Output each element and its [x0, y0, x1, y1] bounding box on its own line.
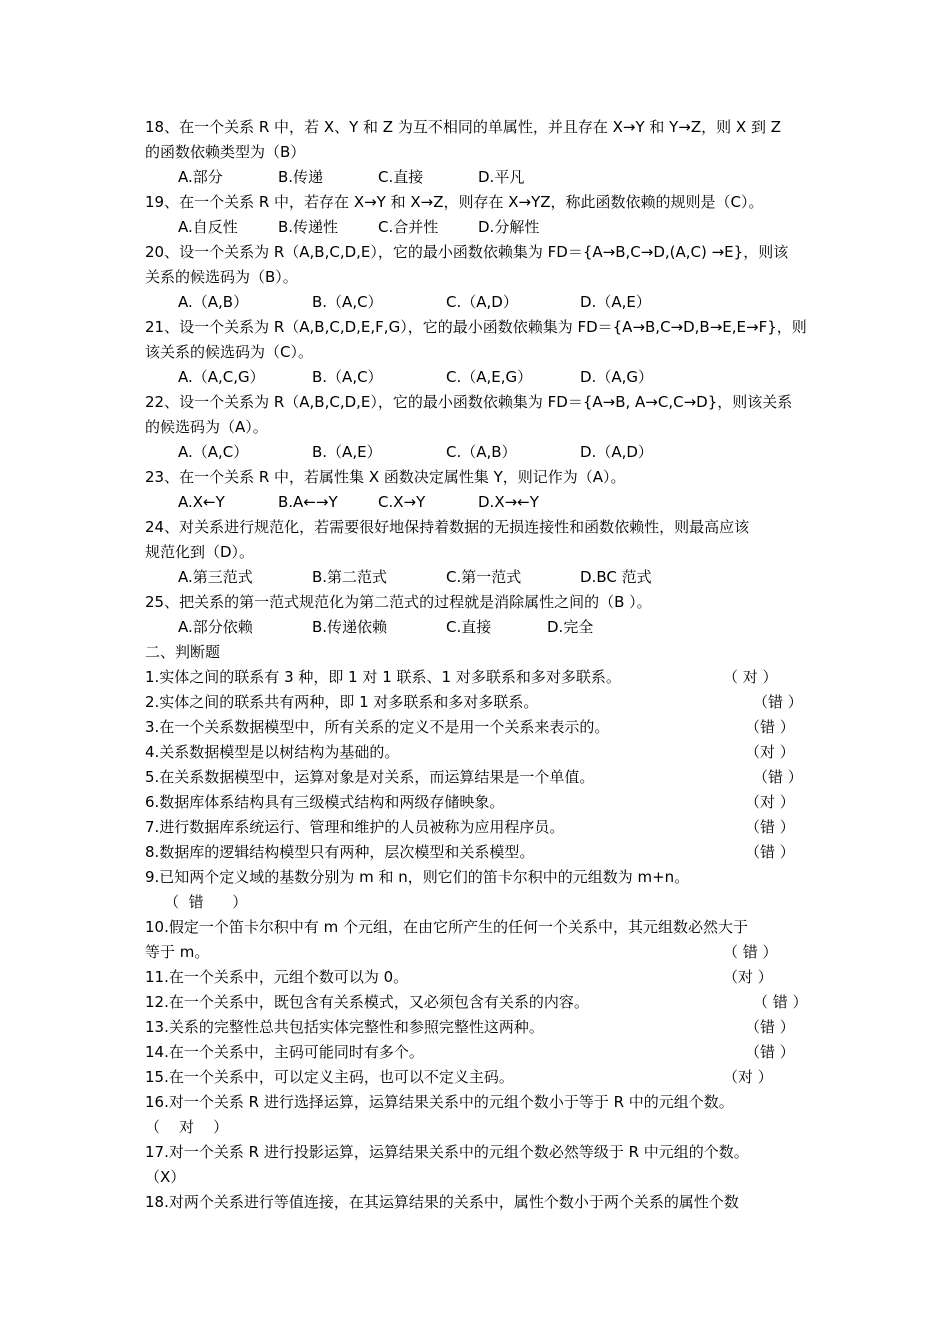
- judge-item-4: [145, 740, 810, 765]
- option-b: B.A←→Y: [278, 493, 338, 511]
- option-c: C.第一范式: [446, 568, 522, 586]
- option-d: D.（A,G）: [580, 368, 653, 386]
- multiple-choice-section: [145, 115, 810, 640]
- judge-answer: （错 ）: [753, 693, 803, 711]
- option-c: C.合并性: [378, 218, 439, 236]
- judge-item-9: [145, 865, 810, 915]
- judge-item-14: [145, 1040, 810, 1065]
- question-20: [145, 240, 810, 315]
- judge-text: 9.已知两个定义域的基数分别为 m 和 n，则它们的笛卡尔积中的元组数为 m+n。: [145, 868, 690, 886]
- option-a: A.（A,B）: [178, 293, 249, 311]
- judge-text: 7.进行数据库系统运行、管理和维护的人员被称为应用程序员。: [145, 818, 565, 836]
- judge-item-10: [145, 915, 810, 965]
- option-b: B.传递依赖: [312, 618, 388, 636]
- option-d: D.（A,E）: [580, 293, 651, 311]
- option-b: B.（A,E）: [312, 443, 382, 461]
- judge-answer: （ 错 ）: [145, 893, 248, 911]
- option-row: [145, 215, 810, 240]
- judge-text: 16.对一个关系 R 进行选择运算，运算结果关系中的元组个数小于等于 R 中的元组个数。: [145, 1093, 734, 1111]
- option-c: C.（A,E,G）: [446, 368, 533, 386]
- judge-text: 10.假定一个笛卡尔积中有 m 个元组，在由它所产生的任何一个关系中，其元组数必然大于: [145, 918, 749, 936]
- judge-answer: （ 对 ）: [723, 668, 778, 686]
- option-row: [145, 165, 810, 190]
- option-c: C.（A,D）: [446, 293, 518, 311]
- judge-answer: （X）: [145, 1168, 186, 1186]
- judge-text: 6.数据库体系结构具有三级模式结构和两级存储映象。: [145, 793, 505, 811]
- question-text: 20、设一个关系为 R（A,B,C,D,E），它的最小函数依赖集为 FD＝{A→B,C→D,(A,C) →E}，则该: [145, 243, 789, 261]
- option-d: D.X→←Y: [478, 493, 539, 511]
- question-22: [145, 390, 810, 465]
- judge-item-13: [145, 1015, 810, 1040]
- judge-item-7: [145, 815, 810, 840]
- judge-answer: （错 ）: [745, 843, 795, 861]
- question-21: [145, 315, 810, 390]
- judge-answer: （错 ）: [745, 1043, 795, 1061]
- question-text: 23、在一个关系 R 中，若属性集 X 函数决定属性集 Y，则记作为（A）。: [145, 468, 626, 486]
- question-text: 25、把关系的第一范式规范化为第二范式的过程就是消除属性之间的（B ）。: [145, 593, 652, 611]
- option-a: A.（A,C）: [178, 443, 249, 461]
- question-25: [145, 590, 810, 640]
- option-a: A.X←Y: [178, 493, 225, 511]
- judge-answer: （对 ）: [723, 1068, 773, 1086]
- judge-item-12: [145, 990, 810, 1015]
- judge-text: 等于 m。: [145, 943, 210, 961]
- document-body: [145, 115, 810, 1215]
- question-24: [145, 515, 810, 590]
- judge-item-3: [145, 715, 810, 740]
- judge-section: [145, 665, 810, 1215]
- question-text: 该关系的候选码为（C）。: [145, 343, 313, 361]
- judge-line: [145, 940, 810, 965]
- option-c: C.直接: [446, 618, 492, 636]
- section-title: 二、判断题: [145, 643, 221, 661]
- judge-answer: （错 ）: [745, 1018, 795, 1036]
- judge-item-17: [145, 1140, 810, 1190]
- judge-text: 15.在一个关系中，可以定义主码，也可以不定义主码。: [145, 1068, 514, 1086]
- judge-text: 14.在一个关系中，主码可能同时有多个。: [145, 1043, 424, 1061]
- option-b: B.传递性: [278, 218, 339, 236]
- option-row: [145, 615, 810, 640]
- question-text: 的候选码为（A）。: [145, 418, 268, 436]
- option-d: D.平凡: [478, 168, 525, 186]
- option-b: B.（A,C）: [312, 293, 383, 311]
- judge-text: 13.关系的完整性总共包括实体完整性和参照完整性这两种。: [145, 1018, 544, 1036]
- question-23: [145, 465, 810, 515]
- question-text: 规范化到（D）。: [145, 543, 255, 561]
- option-d: D.（A,D）: [580, 443, 653, 461]
- question-19: [145, 190, 810, 240]
- option-row: [145, 365, 810, 390]
- judge-answer: （对 ）: [723, 968, 773, 986]
- option-row: [145, 490, 810, 515]
- option-a: A.（A,C,G）: [178, 368, 265, 386]
- option-row: [145, 565, 810, 590]
- option-a: A.部分: [178, 168, 223, 186]
- judge-text: 8.数据库的逻辑结构模型只有两种，层次模型和关系模型。: [145, 843, 535, 861]
- judge-answer: （对 ）: [745, 743, 795, 761]
- judge-text: 5.在关系数据模型中，运算对象是对关系，而运算结果是一个单值。: [145, 768, 595, 786]
- option-d: D.完全: [547, 618, 594, 636]
- judge-answer: （ 错 ）: [723, 943, 778, 961]
- judge-text: 1.实体之间的联系有 3 种，即 1 对 1 联系、1 对多联系和多对多联系。: [145, 668, 621, 686]
- judge-text: 17.对一个关系 R 进行投影运算，运算结果关系中的元组个数必然等级于 R 中元组的个数。: [145, 1143, 749, 1161]
- option-c: C.X→Y: [378, 493, 426, 511]
- judge-answer: （错 ）: [745, 818, 795, 836]
- question-text: 21、设一个关系为 R（A,B,C,D,E,F,G），它的最小函数依赖集为 FD＝{A→B,C→D,B→E,E→F}，则: [145, 318, 807, 336]
- question-text: 关系的候选码为（B）。: [145, 268, 298, 286]
- option-d: D.BC 范式: [580, 568, 652, 586]
- option-a: A.第三范式: [178, 568, 253, 586]
- judge-item-16: [145, 1090, 810, 1140]
- option-b: B.传递: [278, 168, 324, 186]
- option-a: A.自反性: [178, 218, 238, 236]
- judge-item-11: [145, 965, 810, 990]
- judge-answer: （ 对 ）: [145, 1118, 229, 1136]
- option-b: B.第二范式: [312, 568, 388, 586]
- judge-answer: （ 错 ）: [753, 993, 808, 1011]
- judge-text: 18.对两个关系进行等值连接，在其运算结果的关系中，属性个数小于两个关系的属性个数: [145, 1193, 739, 1211]
- judge-item-18: [145, 1190, 810, 1215]
- option-row: [145, 440, 810, 465]
- question-text: 22、设一个关系为 R（A,B,C,D,E），它的最小函数依赖集为 FD＝{A→B, A→C,C→D}，则该关系: [145, 393, 793, 411]
- judge-answer: （错 ）: [745, 718, 795, 736]
- option-row: [145, 290, 810, 315]
- option-c: C.（A,B）: [446, 443, 517, 461]
- option-c: C.直接: [378, 168, 424, 186]
- judge-answer: （对 ）: [745, 793, 795, 811]
- judge-text: 3.在一个关系数据模型中，所有关系的定义不是用一个关系来表示的。: [145, 718, 610, 736]
- judge-item-5: [145, 765, 810, 790]
- question-text: 19、在一个关系 R 中，若存在 X→Y 和 X→Z，则存在 X→YZ，称此函数依赖的规则是（C）。: [145, 193, 764, 211]
- judge-text: 4.关系数据模型是以树结构为基础的。: [145, 743, 400, 761]
- option-b: B.（A,C）: [312, 368, 383, 386]
- judge-item-6: [145, 790, 810, 815]
- question-text: 18、在一个关系 R 中，若 X、Y 和 Z 为互不相同的单属性，并且存在 X→Y 和 Y→Z，则 X 到 Z: [145, 118, 782, 136]
- option-a: A.部分依赖: [178, 618, 253, 636]
- judge-answer: （错 ）: [753, 768, 803, 786]
- judge-item-15: [145, 1065, 810, 1090]
- judge-text: 2.实体之间的联系共有两种，即 1 对多联系和多对多联系。: [145, 693, 539, 711]
- judge-text: 12.在一个关系中，既包含有关系模式，又必须包含有关系的内容。: [145, 993, 589, 1011]
- option-d: D.分解性: [478, 218, 540, 236]
- judge-item-2: [145, 690, 810, 715]
- question-text: 24、对关系进行规范化，若需要很好地保持着数据的无损连接性和函数依赖性，则最高应该: [145, 518, 750, 536]
- judge-text: 11.在一个关系中，元组个数可以为 0。: [145, 968, 409, 986]
- question-text: 的函数依赖类型为（B）: [145, 143, 306, 161]
- judge-item-1: [145, 665, 810, 690]
- judge-item-8: [145, 840, 810, 865]
- question-18: [145, 115, 810, 190]
